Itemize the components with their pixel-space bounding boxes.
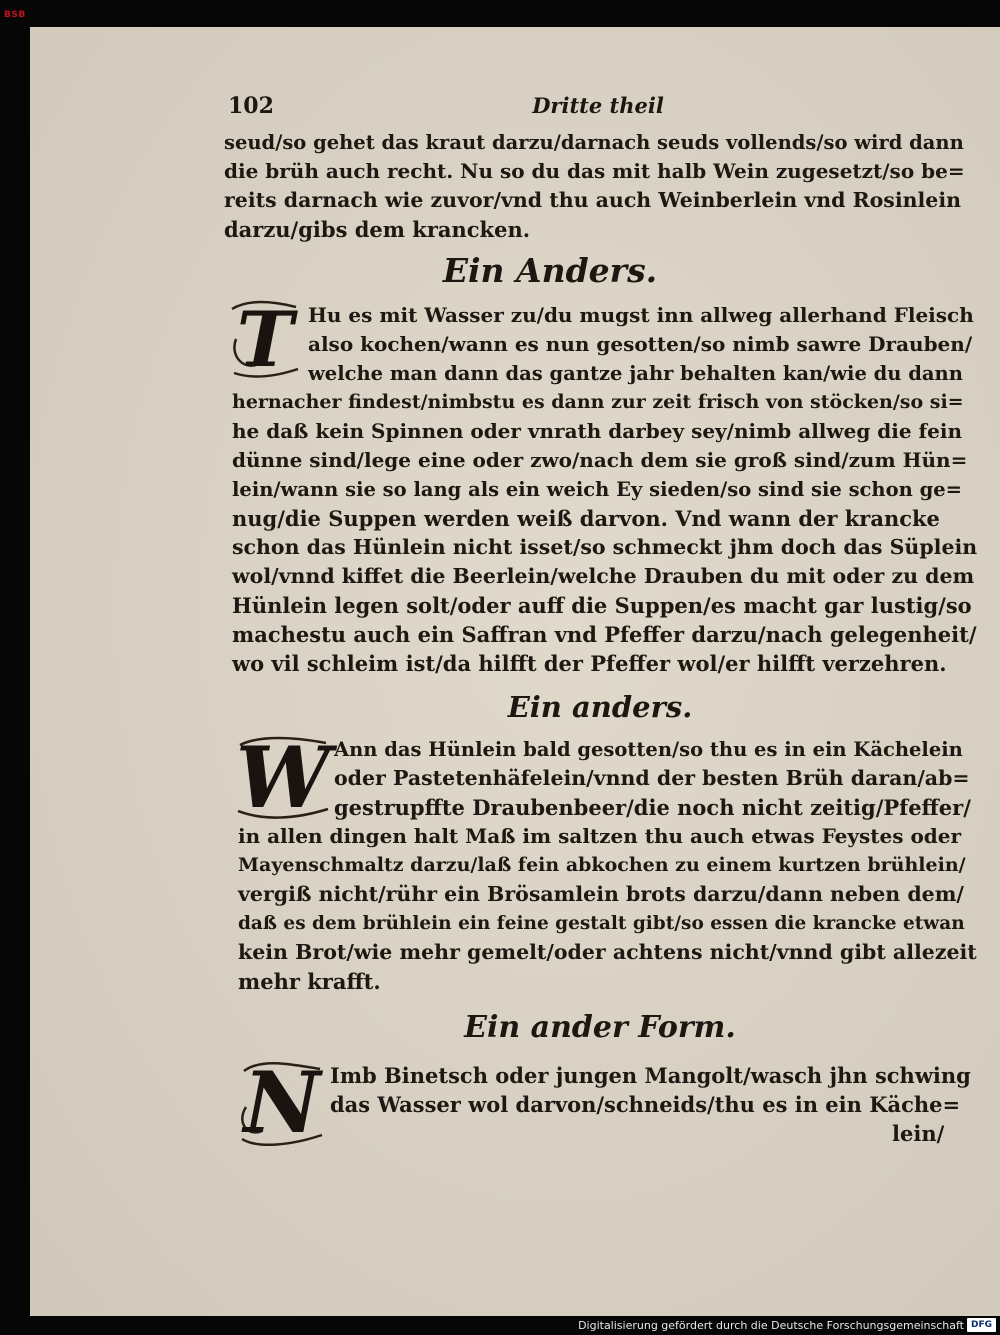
initial-letter: T — [236, 294, 294, 384]
text-line: dünne sind/lege eine oder zwo/nach dem sie groß sind/zum Hün= — [232, 448, 968, 472]
section-heading: Ein ander Form. — [464, 1010, 736, 1045]
initial-letter: W — [235, 727, 331, 827]
text-line: Hu es mit Wasser zu/du mugst inn allweg allerhand Fleisch — [308, 303, 974, 327]
text-line: also kochen/wann es nun gesotten/so nimb sawre Drauben/ — [308, 332, 973, 356]
initial-letter: N — [243, 1052, 321, 1152]
section-heading: Ein Anders. — [442, 251, 658, 290]
text-line: reits darnach wie zuvor/vnd thu auch Weinberlein vnd Rosinlein — [224, 188, 962, 212]
page-header — [228, 93, 950, 129]
text-line: vergiß nicht/rühr ein Brösamlein brots darzu/dann neben dem/ — [238, 882, 964, 906]
text-line: das Wasser wol darvon/schneids/thu es in ein Käche= — [330, 1092, 961, 1117]
text-line: in allen dingen halt Maß im saltzen thu auch etwas Feystes oder — [238, 824, 962, 848]
text-line: wol/vnnd kiffet die Beerlein/welche Drauben du mit oder zu dem — [232, 564, 975, 588]
library-watermark: BSB — [4, 10, 26, 20]
text-line: daß es dem brühlein ein feine gestalt gibt/so essen die krancke etwan — [238, 913, 965, 934]
book-page — [30, 27, 1000, 1316]
text-line: die brüh auch recht. Nu so du das mit halb Wein zugesetzt/so be= — [224, 159, 965, 183]
text-line: machestu auch ein Saffran vnd Pfeffer darzu/nach gelegenheit/ — [232, 622, 977, 647]
decorated-initial — [236, 1052, 328, 1152]
text-line: hernacher findest/nimbstu es dann zur zeit frisch von stöcken/so si= — [232, 391, 964, 413]
text-line: kein Brot/wie mehr gemelt/oder achtens nicht/vnnd gibt allezeit — [238, 940, 977, 964]
text-line: darzu/gibs dem krancken. — [224, 217, 531, 242]
text-line: nug/die Suppen werden weiß darvon. Vnd wann der krancke — [232, 506, 940, 531]
text-line: Ann das Hünlein bald gesotten/so thu es in ein Kächelein — [334, 738, 963, 761]
text-line: gestrupffte Draubenbeer/die noch nicht zeitig/Pfeffer/ — [334, 795, 971, 820]
text-line: he daß kein Spinnen oder vnrath darbey sey/nimb allweg die fein — [232, 419, 963, 443]
text-line: welche man dann das gantze jahr behalten kan/wie du dann — [308, 362, 963, 385]
text-line: schon das Hünlein nicht isset/so schmeckt jhm doch das Süplein — [232, 535, 978, 559]
funding-credit: Digitalisierung gefördert durch die Deutsche Forschungsgemeinschaft — [578, 1319, 964, 1332]
text-line: oder Pastetenhäfelein/vnnd der besten Brüh daran/ab= — [334, 766, 970, 790]
text-line: Hünlein legen solt/oder auff die Suppen/es macht gar lustig/so — [232, 593, 972, 618]
dfg-logo: DFG — [967, 1318, 996, 1332]
decorated-initial — [228, 294, 302, 384]
running-head: Dritte theil — [532, 93, 664, 118]
text-line: Mayenschmaltz darzu/laß fein abkochen zu einem kurtzen brühlein/ — [238, 854, 966, 876]
text-line: lein/wann sie so lang als ein weich Ey sieden/so sind sie schon ge= — [232, 478, 962, 501]
digitization-footer — [0, 1316, 1000, 1335]
decorated-initial — [234, 727, 332, 827]
text-line: wo vil schleim ist/da hilfft der Pfeffer wol/er hilfft verzehren. — [232, 651, 947, 676]
section-heading: Ein anders. — [507, 690, 693, 724]
text-line: Imb Binetsch oder jungen Mangolt/wasch jhn schwing — [330, 1063, 971, 1088]
text-line: mehr krafft. — [238, 969, 381, 994]
text-line: seud/so gehet das kraut darzu/darnach seuds vollends/so wird dann — [224, 131, 964, 154]
page-number: 102 — [228, 93, 274, 119]
text-line: lein/ — [892, 1121, 945, 1146]
